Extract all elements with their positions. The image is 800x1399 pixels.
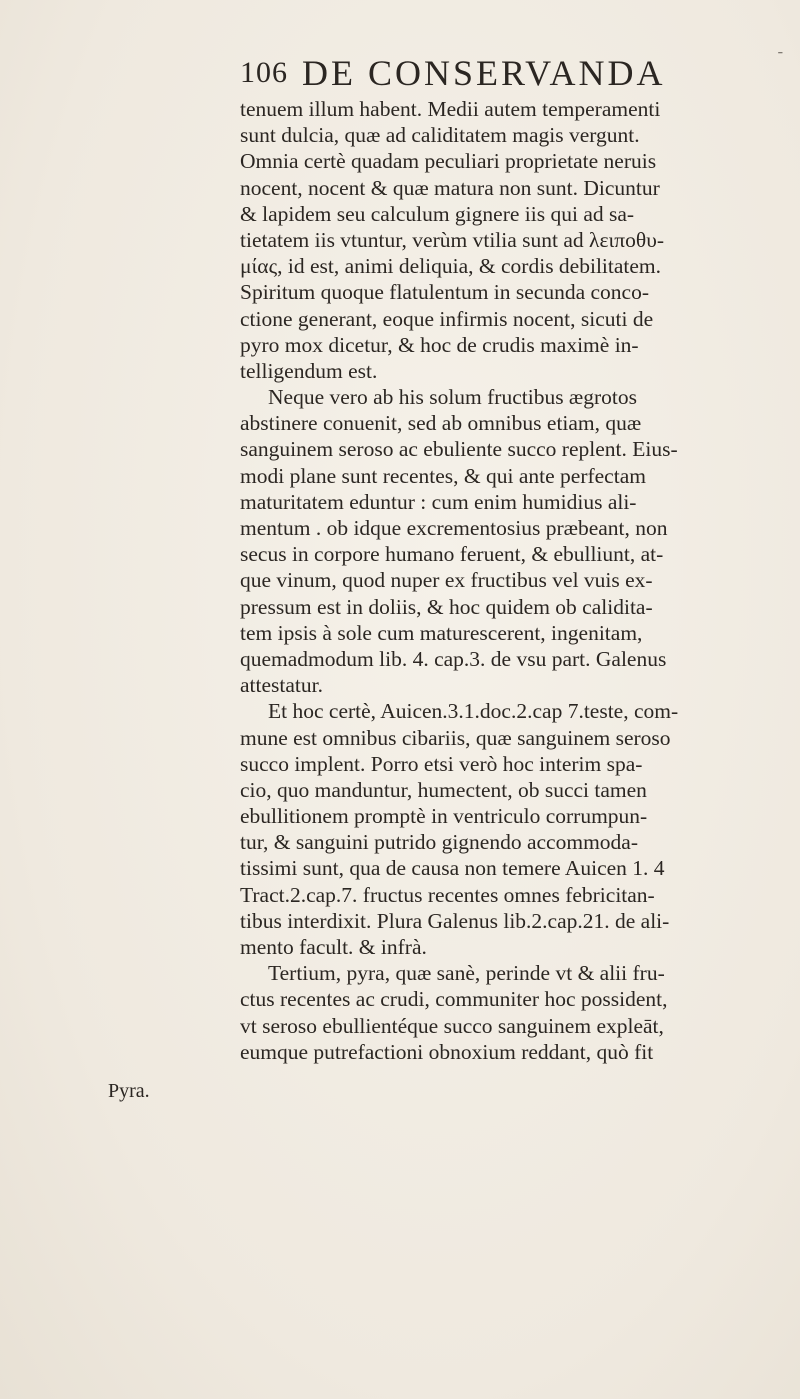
text-line: Tract.2.cap.7. fructus recentes omnes febricitan- <box>240 882 655 907</box>
text-line: secus in corpore humano feruent, & ebulliunt, at- <box>240 542 664 567</box>
text-line: tem ipsis à sole cum maturescerent, ingenitam, <box>240 620 643 645</box>
text-line: quemadmodum lib. 4. cap.3. de vsu part. Galenus <box>240 646 667 671</box>
text-line: sanguinem seroso ac ebuliente succo replent. Eius- <box>240 437 678 462</box>
text-line: maturitatem eduntur : cum enim humidius ali- <box>240 489 637 514</box>
text-line: mune est omnibus cibariis, quæ sanguinem seroso <box>240 725 671 750</box>
text-line: tur, & sanguini putrido gignendo accommoda- <box>240 830 639 855</box>
text-line: Neque vero ab his solum fructibus ægrotos <box>268 385 638 410</box>
page-number: 106 <box>240 56 288 89</box>
text-line: mentum . ob idque excrementosius præbeant, non <box>240 516 668 540</box>
text-line: tibus interdixit. Plura Galenus lib.2.cap.21. de ali- <box>240 908 670 933</box>
text-line: μίας, id est, animi deliquia, & cordis debilitatem. <box>240 254 662 279</box>
text-line: tenuem illum habent. Medii autem temperamenti <box>240 97 661 121</box>
text-line: cio, quo manduntur, humectent, ob succi tamen <box>240 777 647 802</box>
text-line: mento facult. & infrà. <box>240 935 427 959</box>
corner-mark: ˉ <box>778 50 783 65</box>
text-line: ctione generant, eoque infirmis nocent, sicuti de <box>240 306 654 331</box>
text-line: succo implent. Porro etsi verò hoc interim spa- <box>240 751 643 776</box>
text-line: ctus recentes ac crudi, communiter hoc possident, <box>240 987 668 1012</box>
text-line: que vinum, quod nuper ex fructibus vel vuis ex- <box>240 568 653 593</box>
text-line: ebullitionem promptè in ventriculo corrumpun- <box>240 804 648 829</box>
text-line: pressum est in doliis, & hoc quidem ob calidita- <box>240 594 653 619</box>
margin-note: Pyra. <box>108 1080 150 1102</box>
text-line: nocent, nocent & quæ matura non sunt. Dicuntur <box>240 175 660 200</box>
text-line: tissimi sunt, qua de causa non temere Auicen 1. 4 <box>240 856 665 881</box>
text-line: modi plane sunt recentes, & qui ante perfectam <box>240 463 646 488</box>
text-line: eumque putrefactioni obnoxium reddant, quò fit <box>240 1039 654 1064</box>
text-line: Tertium, pyra, quæ sanè, perinde vt & alii fru- <box>268 961 665 986</box>
text-line: & lapidem seu calculum gignere iis qui ad sa- <box>240 201 635 226</box>
text-line: Omnia certè quadam peculiari proprietate neruis <box>240 149 657 174</box>
text-line: pyro mox dicetur, & hoc de crudis maximè in- <box>240 332 639 357</box>
body-text <box>240 96 780 1065</box>
text-line: tietatem iis vtuntur, verùm vtilia sunt ad λειποθυ- <box>240 227 664 252</box>
text-line: abstinere conuenit, sed ab omnibus etiam, quæ <box>240 411 642 436</box>
text-line: Et hoc certè, Auicen.3.1.doc.2.cap 7.teste, com- <box>268 699 679 724</box>
page-header <box>240 52 800 96</box>
text-line: vt seroso ebullientéque succo sanguinem expleāt, <box>240 1013 664 1038</box>
text-line: attestatur. <box>240 673 323 698</box>
text-line: Spiritum quoque flatulentum in secunda conco- <box>240 280 650 305</box>
running-title: DE CONSERVANDA <box>302 53 666 93</box>
text-line: telligendum est. <box>240 358 378 383</box>
text-line: sunt dulcia, quæ ad caliditatem magis vergunt. <box>240 123 640 148</box>
